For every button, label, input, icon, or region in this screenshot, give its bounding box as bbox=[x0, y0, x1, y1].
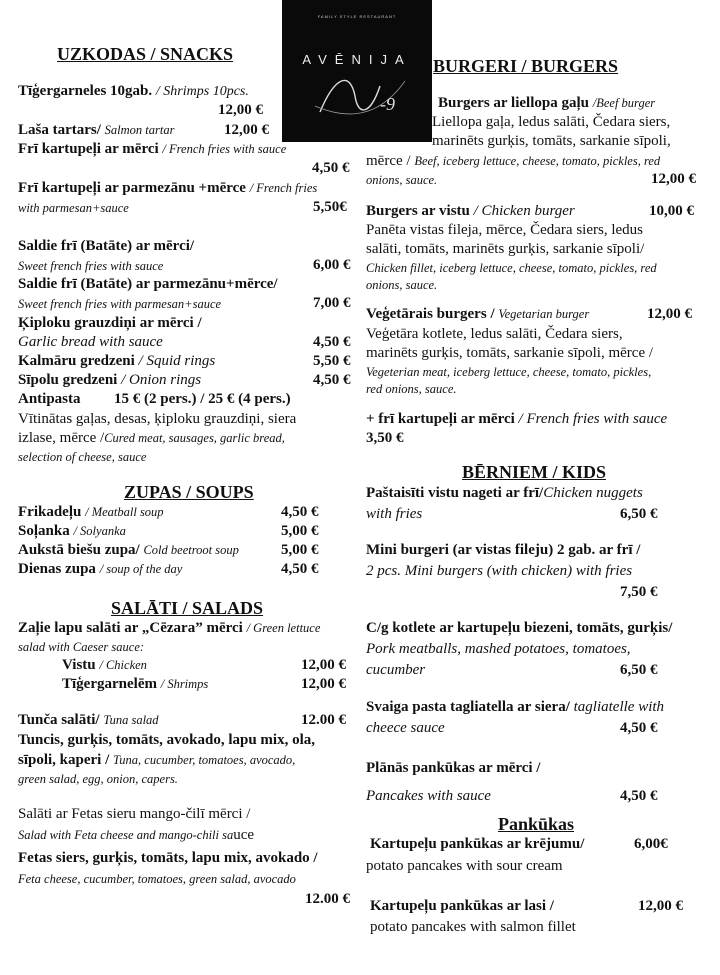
potato-pancakes-cream-en: potato pancakes with sour cream bbox=[366, 858, 563, 874]
menu-item-garlic-bread-en: Garlic bread with sauce bbox=[18, 334, 163, 350]
pork-meatballs-en: Pork meatballs, mashed potatoes, tomatoes, bbox=[366, 641, 631, 657]
price-solyanka: 5,00 € bbox=[281, 523, 319, 539]
vegetarian-burger-desc-2: marinēts gurķis, tomāts, sarkanie sīpoli, mērce / bbox=[366, 345, 654, 361]
menu-item-pancakes-sauce: Plānās pankūkas ar mērci / bbox=[366, 760, 541, 776]
price-tagliatelle: 4,50 € bbox=[620, 720, 658, 736]
salads-title: SALĀTI / SALADS bbox=[111, 598, 264, 618]
price-antipasta: 15 € (2 pers.) / 25 € (4 pers.) bbox=[114, 391, 291, 407]
logo-tagline: FAMILY STYLE RESTAURANT bbox=[317, 14, 397, 19]
price-onion-rings: 4,50 € bbox=[313, 372, 351, 388]
restaurant-logo bbox=[282, 0, 432, 142]
price-beef-burger: 12,00 € bbox=[651, 171, 696, 187]
logo-name: AVĒNIJA bbox=[302, 52, 412, 67]
menu-item-garlic-bread: Ķiploku grauzdiņi ar mērci / bbox=[18, 315, 202, 331]
menu-item-shrimps: Tīģergarneles 10gab. / Shrimps 10pcs. bbox=[18, 83, 249, 99]
menu-item-salmon-tartar: Laša tartars/ Salmon tartar bbox=[18, 122, 175, 138]
beef-burger-desc: Liellopa gaļa, ledus salāti, Čedara siers, bbox=[432, 114, 671, 130]
pancakes-sauce-en: Pancakes with sauce bbox=[366, 788, 491, 804]
tuna-salad-desc: Tuncis, gurķis, tomāts, avokado, lapu mix, ola, bbox=[18, 732, 316, 748]
price-meatball-soup: 4,50 € bbox=[281, 504, 319, 520]
menu-item-sweet-fries-en: Sweet french fries with sauce bbox=[18, 259, 164, 273]
price-pork-meatballs: 6,50 € bbox=[620, 662, 658, 678]
menu-item-sweet-fries: Saldie frī (Batāte) ar mērci/ bbox=[18, 238, 195, 254]
price-pancakes-sauce: 4,50 € bbox=[620, 788, 658, 804]
price-tuna-salad: 12.00 € bbox=[301, 712, 346, 728]
beef-burger-desc-2: marinēts gurķis, tomāts, sarkanie sīpoli, bbox=[432, 133, 671, 149]
price-soup-of-day: 4,50 € bbox=[281, 561, 319, 577]
vegetarian-burger-desc-en-2: red onions, sauce. bbox=[366, 382, 457, 396]
menu-item-caesar-salad: Zaļie lapu salāti ar „Cēzara” mērci / Green lettuce bbox=[18, 620, 321, 636]
menu-item-soup-of-day: Dienas zupa / soup of the day bbox=[18, 561, 183, 577]
feta-salad-desc-en: Feta cheese, cucumber, tomatoes, green salad, avocado bbox=[18, 872, 296, 886]
price-vegetarian-burger: 12,00 € bbox=[647, 306, 692, 322]
caesar-salad-en: salad with Caeser sauce: bbox=[18, 640, 145, 654]
price-sweet-parmesan-fries: 7,00 € bbox=[313, 295, 351, 311]
antipasta-desc-2: izlase, mērce /Cured meat, sausages, garlic bread, bbox=[18, 430, 285, 446]
tagliatelle-en: cheece sauce bbox=[366, 720, 445, 736]
price-garlic-bread: 4,50 € bbox=[313, 334, 351, 350]
price-fries: 4,50 € bbox=[312, 160, 350, 176]
beef-burger-desc-en: onions, sauce. bbox=[366, 173, 438, 187]
menu-item-squid-rings: Kalmāru gredzeni / Squid rings bbox=[18, 353, 216, 369]
menu-item-pork-meatballs: C/g kotlete ar kartupeļu biezeni, tomāts, gurķis/ bbox=[366, 620, 673, 636]
menu-item-fries-addon: + frī kartupeļi ar mērci / French fries with sauce bbox=[366, 411, 668, 427]
menu-item-sweet-parmesan-fries-en: Sweet french fries with parmesan+sauce bbox=[18, 297, 222, 311]
logo-monogram-icon bbox=[310, 66, 410, 126]
menu-item-feta-salad: Salāti ar Fetas sieru mango-čilī mērci / bbox=[18, 806, 251, 822]
menu-item-potato-pancakes-salmon: Kartupeļu pankūkas ar lasi / bbox=[370, 898, 554, 914]
menu-item-meatball-soup: Frikadeļu / Meatball soup bbox=[18, 504, 164, 520]
antipasta-desc: Vītinātas gaļas, desas, ķiploku grauzdiņi, siera bbox=[18, 411, 297, 427]
price-sweet-fries: 6,00 € bbox=[313, 257, 351, 273]
tuna-salad-desc-en: green salad, egg, onion, capers. bbox=[18, 772, 178, 786]
chicken-burger-desc-en: Chicken fillet, iceberg lettuce, cheese, tomato, pickles, red bbox=[366, 261, 657, 275]
price-chicken-burger: 10,00 € bbox=[649, 203, 694, 219]
menu-item-parmesan-fries-en: with parmesan+sauce bbox=[18, 201, 129, 215]
price-feta-salad: 12.00 € bbox=[305, 891, 350, 907]
price-squid-rings: 5,50 € bbox=[313, 353, 351, 369]
soups-title: ZUPAS / SOUPS bbox=[124, 482, 254, 502]
price-shrimps: 12,00 € bbox=[218, 102, 263, 118]
menu-item-parmesan-fries: Frī kartupeļi ar parmezānu +mērce / French fries bbox=[18, 180, 318, 196]
price-caesar-shrimps: 12,00 € bbox=[301, 676, 346, 692]
chicken-burger-desc: Panēta vistas fileja, mērce, Čedara siers, ledus bbox=[366, 222, 643, 238]
menu-item-vegetarian-burger: Veģetārais burgers / Vegetarian burger bbox=[366, 306, 590, 322]
feta-salad-en: Salad with Feta cheese and mango-chili sauce bbox=[18, 827, 255, 843]
menu-item-beef-burger: Burgers ar liellopa gaļu /Beef burger bbox=[438, 95, 656, 111]
menu-item-tagliatelle: Svaiga pasta tagliatella ar siera/ tagliatelle with bbox=[366, 699, 665, 715]
antipasta-desc-en: selection of cheese, sauce bbox=[18, 450, 147, 464]
menu-item-potato-pancakes-cream: Kartupeļu pankūkas ar krējumu/ bbox=[370, 836, 585, 852]
menu-item-antipasta: Antipasta bbox=[18, 391, 81, 407]
price-salmon-tartar: 12,00 € bbox=[224, 122, 269, 138]
burgers-title: BURGERI / BURGERS bbox=[433, 56, 619, 76]
menu-item-chicken-burger: Burgers ar vistu / Chicken burger bbox=[366, 203, 575, 219]
menu-item-caesar-chicken: Vistu / Chicken bbox=[62, 657, 147, 673]
price-potato-pancakes-cream: 6,00€ bbox=[634, 836, 668, 852]
vegetarian-burger-desc-en: Vegeterian meat, iceberg lettuce, cheese, tomato, pickles, bbox=[366, 365, 652, 379]
potato-pancakes-salmon-en: potato pancakes with salmon fillet bbox=[370, 919, 576, 935]
menu-item-tuna-salad: Tunča salāti/ Tuna salad bbox=[18, 712, 159, 728]
chicken-burger-desc-2: salāti, tomāts, marinēts gurķis, sarkanie sīpoli/ bbox=[366, 241, 645, 257]
price-potato-pancakes-salmon: 12,00 € bbox=[638, 898, 683, 914]
price-caesar-chicken: 12,00 € bbox=[301, 657, 346, 673]
menu-item-onion-rings: Sīpolu gredzeni / Onion rings bbox=[18, 372, 202, 388]
menu-item-caesar-shrimps: Tīģergarnelēm / Shrimps bbox=[62, 676, 209, 692]
menu-item-beetroot-soup: Aukstā biešu zupa/ Cold beetroot soup bbox=[18, 542, 239, 558]
menu-item-mini-burgers: Mini burgeri (ar vistas fileju) 2 gab. ar frī / bbox=[366, 542, 641, 558]
svg-text:-9: -9 bbox=[380, 94, 395, 114]
menu-item-chicken-nuggets: Paštaisīti vistu nageti ar frī/Chicken nuggets bbox=[366, 485, 643, 501]
pork-meatballs-en-2: cucumber bbox=[366, 662, 426, 678]
menu-item-sweet-parmesan-fries: Saldie frī (Batāte) ar parmezānu+mērce/ bbox=[18, 276, 278, 292]
pancakes-title: Pankūkas bbox=[498, 814, 575, 834]
price-fries-addon: 3,50 € bbox=[366, 430, 404, 446]
price-chicken-nuggets: 6,50 € bbox=[620, 506, 658, 522]
menu-item-fries: Frī kartupeļi ar mērci / French fries with sauce bbox=[18, 141, 287, 157]
price-mini-burgers: 7,50 € bbox=[620, 584, 658, 600]
price-parmesan-fries: 5,50€ bbox=[313, 199, 347, 215]
menu-item-solyanka: Soļanka / Solyanka bbox=[18, 523, 126, 539]
mini-burgers-en: 2 pcs. Mini burgers (with chicken) with fries bbox=[366, 563, 633, 579]
feta-salad-desc: Fetas siers, gurķis, tomāts, lapu mix, avokado / bbox=[18, 850, 318, 866]
chicken-nuggets-en: with fries bbox=[366, 506, 423, 522]
vegetarian-burger-desc: Veģetāra kotlete, ledus salāti, Čedara siers, bbox=[366, 326, 623, 342]
tuna-salad-desc-2: sīpoli, kaperi / Tuna, cucumber, tomatoes, avocado, bbox=[18, 752, 296, 768]
beef-burger-desc-3: mērce / Beef, iceberg lettuce, cheese, tomato, pickles, red bbox=[366, 153, 661, 169]
kids-title: BĒRNIEM / KIDS bbox=[462, 462, 607, 482]
chicken-burger-desc-en-2: onions, sauce. bbox=[366, 278, 438, 292]
snacks-title: UZKODAS / SNACKS bbox=[57, 44, 234, 64]
price-beetroot-soup: 5,00 € bbox=[281, 542, 319, 558]
